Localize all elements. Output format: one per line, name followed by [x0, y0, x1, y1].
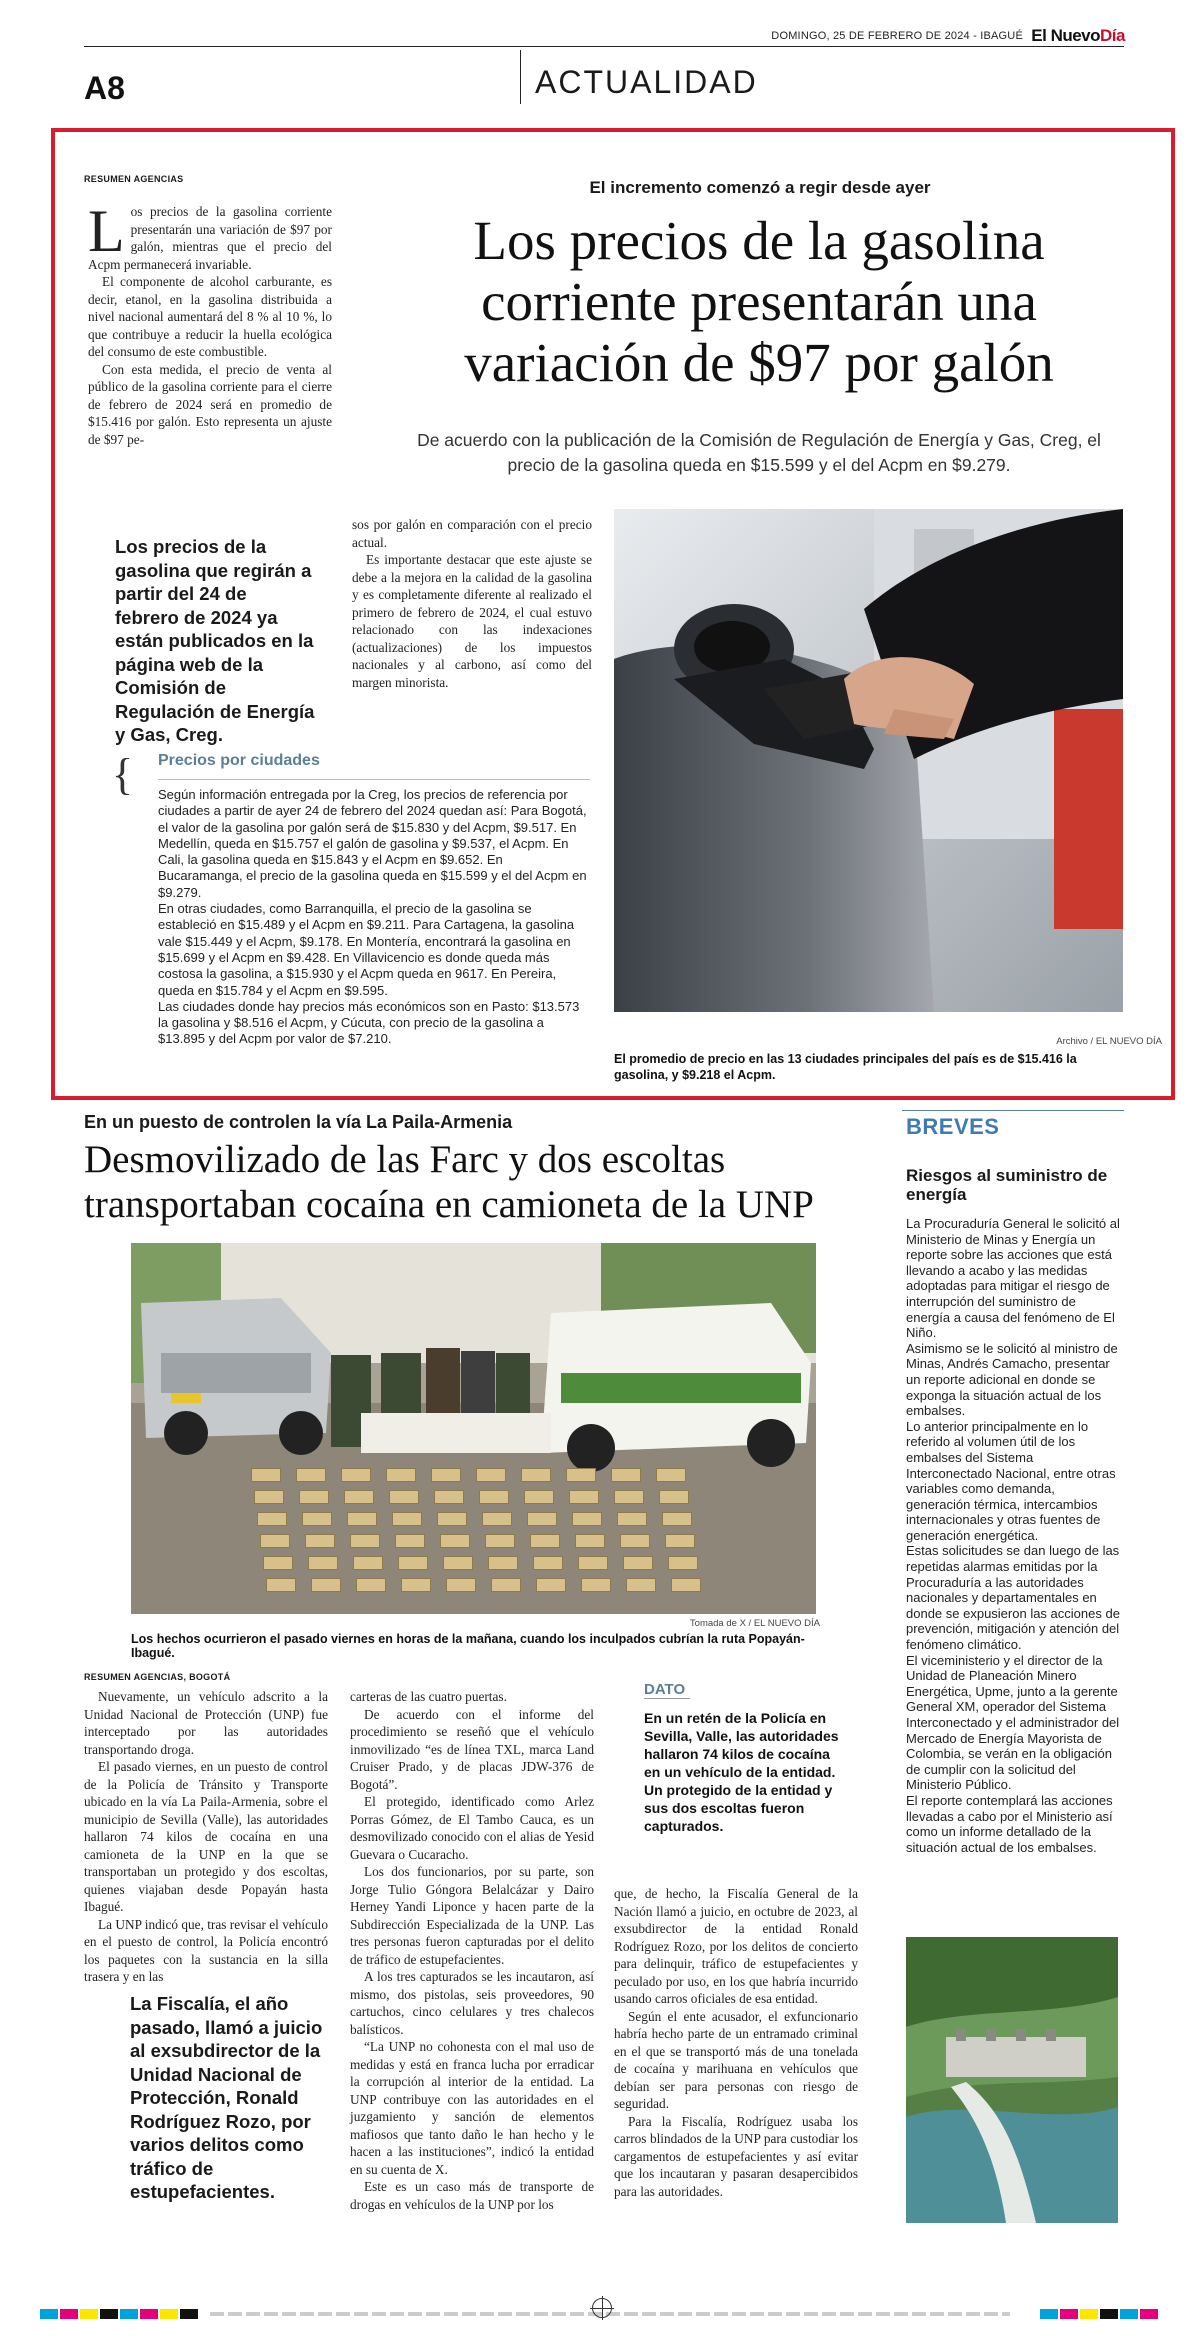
color-registration-block [1100, 2309, 1118, 2319]
package-block [401, 1578, 431, 1592]
bracket-icon: { [112, 750, 134, 799]
package-block [581, 1578, 611, 1592]
story1-paragraph: El componente de alcohol carburante, es decir, etanol, en la gasolina distribuida a nivel nacional aumentará del 8 % al 10 %, lo que contribuye a reducir la huella ecológica del consumo de este combustible. [88, 274, 332, 359]
gas-pump-illustration [614, 509, 1123, 1012]
package-block [521, 1468, 551, 1482]
photo2-credit: Tomada de X / EL NUEVO DÍA [689, 1618, 820, 1629]
color-registration-block [100, 2309, 118, 2319]
breves-paragraph: Lo anterior principalmente en lo referido al volumen útil de los embalses del Sistema Interconectado Nacional, entre otras variables como demanda, generación térmica, intercambios internacionales y otras fuentes de generación energética. [906, 1418, 1116, 1543]
city-prices-paragraph: En otras ciudades, como Barranquilla, el precio de la gasolina se estableció en $15.489 y el Acpm en $9.211. Para Cartagena, la gasolina vale $15.449 y el Acpm, $9.178. En Montería, encontrará la gasolina en $15.699 y el Acpm en $9.428. En Villavicencio es donde queda más costosa la gasolina, a $15.930 y el Acpm queda en 9617. En Pereira, queda en $15.784 y el Acpm en $9.595. [158, 901, 575, 998]
package-block [665, 1534, 695, 1548]
package-block [254, 1490, 284, 1504]
story2-paragraph: que, de hecho, la Fiscalía General de la Nación llamó a juicio, en octubre de 2023, al exsubdirector de la entidad Ronald Rodríguez Rozo, por los delitos de concierto para delinquir, tráfico de estupefacientes y peculado por uso, en los que habría incurrido usando carros oficiales de esa entidad. [614, 1886, 858, 2006]
photo1-credit: Archivo / EL NUEVO DÍA [1056, 1036, 1162, 1047]
story2-paragraph: Para la Fiscalía, Rodríguez usaba los carros blindados de la UNP para custodiar los cargamentos de estupefacientes y así evitar que los incautaran y pasaran desapercibidos para las autoridades. [614, 2113, 858, 2199]
package-block [260, 1534, 290, 1548]
package-block [488, 1556, 518, 1570]
story1-deck: De acuerdo con la publicación de la Comisión de Regulación de Energía y Gas, Creg, el precio de la gasolina queda en $15.599 y el del Acpm en $9.279. [417, 430, 1101, 475]
dam-illustration [906, 1937, 1118, 2223]
package-block [437, 1512, 467, 1526]
package-block [479, 1490, 509, 1504]
package-block [392, 1512, 422, 1526]
package-block [350, 1534, 380, 1548]
story1-column-1 [88, 198, 332, 448]
package-block [263, 1556, 293, 1570]
package-block [386, 1468, 416, 1482]
package-block [341, 1468, 371, 1482]
package-block [659, 1490, 689, 1504]
breves-paragraph: El reporte contemplará las acciones llevadas a cabo por el Ministerio así como un informe detallado de la situación actual de los embalses. [906, 1792, 1113, 1855]
story1-paragraph: sos por galón en comparación con el precio actual. [352, 517, 592, 550]
story1-headline: Los precios de la gasolina corriente presentarán una variación de $97 por galón [464, 210, 1054, 393]
section-title: ACTUALIDAD [535, 64, 758, 100]
package-block [626, 1578, 656, 1592]
package-block [662, 1512, 692, 1526]
package-block [302, 1512, 332, 1526]
package-block [530, 1534, 560, 1548]
story2-kicker: RESUMEN AGENCIAS, BOGOTÁ [84, 1672, 231, 1682]
package-block [299, 1490, 329, 1504]
city-prices-rule [158, 779, 590, 780]
package-block [311, 1578, 341, 1592]
package-block [398, 1556, 428, 1570]
breves-paragraph: La Procuraduría General le solicitó al Ministerio de Minas y Energía un reporte sobre las acciones que está llevando a acabo y las medidas adoptadas para mitigar el riesgo de interrupción del suministro de energía a causa del fenómeno de El Niño. [906, 1216, 1120, 1341]
package-block [344, 1490, 374, 1504]
package-block [356, 1578, 386, 1592]
story2-column-3 [614, 1885, 858, 2200]
package-block [578, 1556, 608, 1570]
package-block [389, 1490, 419, 1504]
section-divider [520, 50, 521, 104]
gas-pump-photo [614, 509, 1123, 1012]
breves-rule [902, 1110, 1124, 1111]
seized-packages-grid [251, 1468, 701, 1608]
breves-label: BREVES [906, 1114, 1000, 1139]
photo2-caption: Los hechos ocurrieron el pasado viernes en horas de la mañana, cuando los inculpados cubrían la ruta Popayán-Ibagué. [131, 1632, 805, 1660]
breves-headline: Riesgos al suministro de energía [906, 1166, 1108, 1204]
package-block [485, 1534, 515, 1548]
story2-paragraph: La UNP indicó que, tras revisar el vehículo en el puesto de control, la Policía encontró los paquetes con la sustancia en la silla trasera y en las [84, 1916, 328, 1984]
story2-paragraph: De acuerdo con el informe del procedimiento se reseñó que el vehículo inmovilizado “es de línea TXL, marca Land Cruiser Prado, y de placas JDW-376 de Bogotá”. [350, 1706, 594, 1792]
package-block [308, 1556, 338, 1570]
breves-body [906, 1216, 1120, 1855]
story1-pullquote: Los precios de la gasolina que regirán a partir del 24 de febrero de 2024 ya están publicados en la página web de la Comisión de Regulación de Energía y Gas, Creg. [115, 536, 315, 745]
package-block [476, 1468, 506, 1482]
package-block [251, 1468, 281, 1482]
color-registration-block [180, 2309, 198, 2319]
story2-column-2 [350, 1688, 594, 2213]
dropcap: L [88, 198, 125, 264]
package-block [566, 1468, 596, 1482]
package-block [305, 1534, 335, 1548]
newspaper-logo: El NuevoDía [1031, 26, 1125, 45]
color-registration-block [60, 2309, 78, 2319]
story2-paragraph: carteras de las cuatro puertas. [350, 1689, 507, 1704]
city-prices-paragraph: Según información entregada por la Creg, los precios de referencia por ciudades a partir de ayer 24 de febrero del 2024 quedan así: Para Bogotá, el valor de la gasolina por galón será de $15.830 y del Acpm, $9.517. En Medellín, queda en $15.757 el galón de gasolina y $9.537, el Acpm. En Cali, la gasolina queda en $15.843 y el Acpm en $9.652. En Bucaramanga, el precio de la gasolina queda en $15.599 y el del Acpm en $9.279. [158, 787, 587, 900]
package-block [620, 1534, 650, 1548]
story2-paragraph: El protegido, identificado como Arlez Porras Gómez, de El Tambo Cauca, es un desmovilizado conocido con el alias de Yesid Guevara o Cucaracho. [350, 1794, 594, 1862]
package-block [656, 1468, 686, 1482]
breves-paragraph: Asimismo se le solicitó al ministro de Minas, Andrés Camacho, presentar un reporte adicional en donde se exponga la situación actual de los embalses. [906, 1340, 1118, 1419]
package-block [446, 1578, 476, 1592]
package-block [527, 1512, 557, 1526]
package-block [296, 1468, 326, 1482]
package-block [266, 1578, 296, 1592]
package-block [611, 1468, 641, 1482]
breves-paragraph: Estas solicitudes se dan luego de las repetidas alarmas emitidas por la Procuraduría a las autoridades nacionales y departamentales en donde se expusieron las acciones de prevención, mitigación y atención del fenómeno climático. [906, 1543, 1120, 1653]
city-prices-body [158, 787, 590, 1048]
color-registration-block [1120, 2309, 1138, 2319]
header-rule [84, 46, 1124, 47]
package-block [533, 1556, 563, 1570]
color-registration-block [1080, 2309, 1098, 2319]
story2-paragraph: Los dos funcionarios, por su parte, son Jorge Tulio Góngora Belalcázar y Dairo Herney Yandi Liponce y hacen parte de la Subdirección Especializada de la UNP. Las tres personas fueron capturadas por el delito de tráfico de estupefacientes. [350, 1864, 594, 1967]
city-prices-title: Precios por ciudades [158, 752, 320, 769]
dam-aerial-photo [906, 1937, 1118, 2223]
story2-headline: Desmovilizado de las Farc y dos escoltas transportaban cocaína en camioneta de la UNP [84, 1138, 814, 1226]
page-number: A8 [84, 70, 125, 106]
color-registration-block [120, 2309, 138, 2319]
package-block [623, 1556, 653, 1570]
story2-paragraph: A los tres capturados se les incautaron, así mismo, dos pistolas, seis proveedores, 90 cartuchos, cinco celulares y tres chalecos balísticos. [350, 1969, 594, 2037]
package-block [572, 1512, 602, 1526]
dato-rule [644, 1698, 690, 1699]
package-block [257, 1512, 287, 1526]
package-block [668, 1556, 698, 1570]
package-block [491, 1578, 521, 1592]
package-block [443, 1556, 473, 1570]
photo1-caption: El promedio de precio en las 13 ciudades principales del país es de $15.416 la gasolina, y $9.218 el Acpm. [614, 1052, 1077, 1082]
color-registration-block [1040, 2309, 1058, 2319]
story2-paragraph: “La UNP no cohonesta con el mal uso de medidas y está en franca lucha por erradicar la corrupción al interior de la entidad. La UNP contribuye con las autoridades en el juzgamiento y sanción de elementos mafiosos que tanto daño le han hecho y le hacen a las instituciones”, indicó la entidad en su cuenta de X. [350, 2039, 594, 2177]
story1-eyebrow: El incremento comenzó a regir desde ayer [589, 178, 931, 197]
story2-pullquote: La Fiscalía, el año pasado, llamó a juicio al exsubdirector de la Unidad Nacional de Protección, Ronald Rodríguez Rozo, por varios delitos como tráfico de estupefacientes. [130, 1993, 323, 2202]
package-block [482, 1512, 512, 1526]
package-block [617, 1512, 647, 1526]
package-block [395, 1534, 425, 1548]
color-registration-block [80, 2309, 98, 2319]
color-registration-block [140, 2309, 158, 2319]
package-block [431, 1468, 461, 1482]
color-registration-block [160, 2309, 178, 2319]
story1-paragraph: Es importante destacar que este ajuste se debe a la mejora en la calidad de la gasolina y es completamente diferente al realizado el primero de febrero de 2024, el cual estuvo relacionado con las indexaciones (actualizaciones) de los impuestos nacionales y al carbono, así como del margen minorista. [352, 552, 592, 690]
story2-paragraph: El pasado viernes, en un puesto de control de la Policía de Tránsito y Transporte ubicado en la vía La Paila-Armenia, sobre el municipio de Sevilla (Valle), las autoridades hallaron 74 kilos de cocaína en una camioneta de la UNP en la que se transportaban un protegido y dos escoltas, quienes viajaban desde Popayán hasta Ibagué. [84, 1759, 328, 1914]
dato-text: En un retén de la Policía en Sevilla, Valle, las autoridades hallaron 74 kilos de cocaína en un vehículo de la entidad. Un protegido de la entidad y sus dos escoltas fueron capturados. [644, 1710, 839, 1834]
seized-drugs-photo [131, 1243, 816, 1614]
package-block [434, 1490, 464, 1504]
story2-eyebrow: En un puesto de controlen la vía La Paila-Armenia [84, 1112, 513, 1132]
breves-paragraph: El viceministerio y el director de la Unidad de Planeación Minero Energética, Upme, junto a la gerente General XM, operador del Sistema Interconectado y el administrador del Mercado de Energía Mayorista de Colombia, se verán en la obligación de cumplir con la solicitud del Ministerio Público. [906, 1652, 1120, 1793]
story1-column-2 [352, 516, 592, 691]
package-block [440, 1534, 470, 1548]
dato-title: DATO [644, 1681, 686, 1698]
story2-paragraph: Nuevamente, un vehículo adscrito a la Unidad Nacional de Protección (UNP) fue interceptado por las autoridades transportando droga. [84, 1689, 328, 1757]
story2-paragraph: Este es un caso más de transporte de drogas en vehículos de la UNP por los [350, 2179, 594, 2212]
color-registration-block [1140, 2309, 1158, 2319]
package-block [614, 1490, 644, 1504]
story1-kicker: RESUMEN AGENCIAS [84, 174, 184, 184]
package-block [575, 1534, 605, 1548]
edition-date: DOMINGO, 25 DE FEBRERO DE 2024 - IBAGUÉ [771, 30, 1023, 42]
registration-target-icon [592, 2298, 612, 2318]
package-block [524, 1490, 554, 1504]
color-registration-block [40, 2309, 58, 2319]
package-block [536, 1578, 566, 1592]
color-registration-block [1060, 2309, 1078, 2319]
package-block [671, 1578, 701, 1592]
story1-paragraph: Con esta medida, el precio de venta al público de la gasolina corriente para el cierre de febrero de 2024 será en promedio de $15.416 por galón. Esto representa un ajuste de $97 pe- [88, 361, 332, 447]
story1-paragraph: Los precios de la gasolina corriente presentarán una variación de $97 por galón, mientras que el precio del Acpm permanecerá invariable. [88, 198, 332, 272]
story2-paragraph: Según el ente acusador, el exfuncionario habría hecho parte de un entramado criminal en el que se transportó más de una tonelada de cocaína y marihuana en vehículos que debían ser para personas con riesgo de seguridad. [614, 2008, 858, 2111]
package-block [353, 1556, 383, 1570]
package-block [347, 1512, 377, 1526]
city-prices-paragraph: Las ciudades donde hay precios más económicos son en Pasto: $13.573 la gasolina y $8.516 el Acpm, y Cúcuta, con precio de la gasolina a $13.895 y del Acpm por valor de $7.210. [158, 998, 580, 1047]
story2-column-1 [84, 1688, 328, 1986]
package-block [569, 1490, 599, 1504]
